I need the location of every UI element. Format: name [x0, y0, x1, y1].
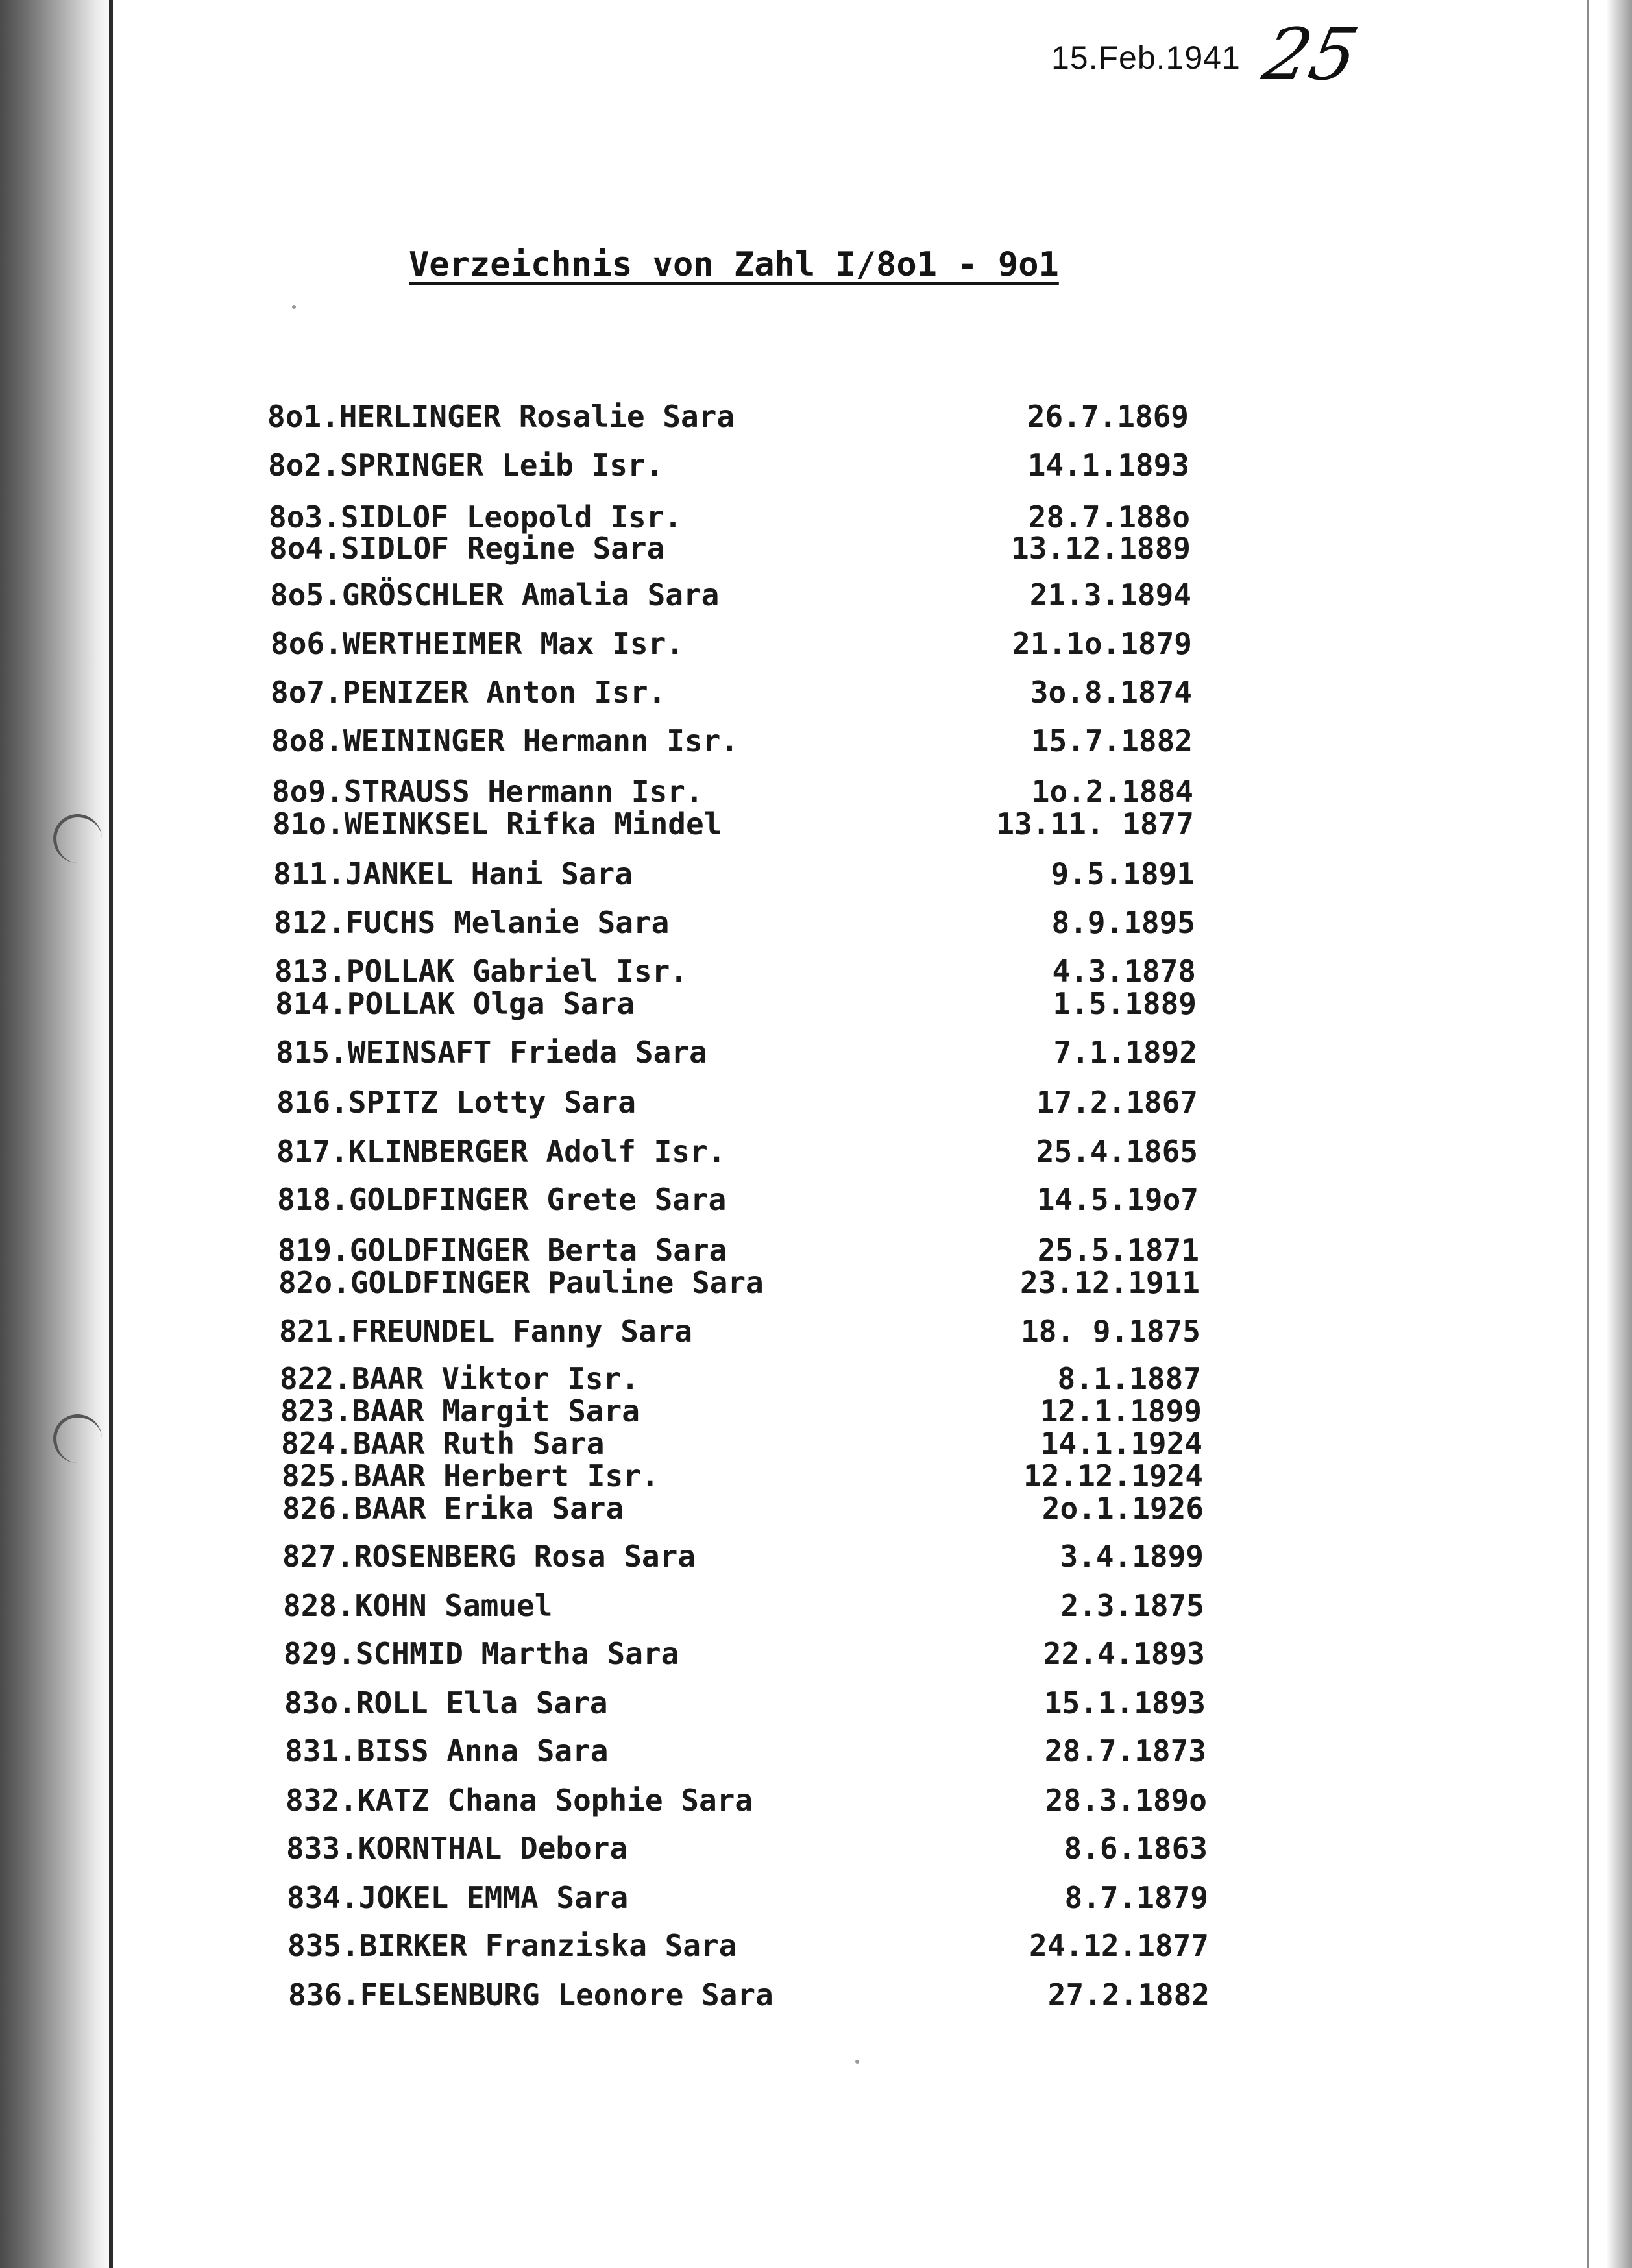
list-item — [277, 1182, 1199, 1221]
entry-name: 814.POLLAK Olga Sara — [275, 986, 635, 1021]
entry-birthdate: 21.1o.1879 — [1012, 626, 1192, 661]
entry-birthdate: 12.12.1924 — [1023, 1458, 1203, 1493]
entry-name: 821.FREUNDEL Fanny Sara — [279, 1314, 692, 1349]
entry-birthdate: 3.4.1899 — [1060, 1539, 1204, 1574]
list-item — [282, 1491, 1204, 1530]
list-item — [271, 723, 1193, 762]
entry-birthdate: 13.12.1889 — [1011, 531, 1191, 566]
entry-birthdate: 27.2.1882 — [1047, 1977, 1210, 2012]
entry-name: 83o.ROLL Ella Sara — [284, 1685, 608, 1720]
entry-name: 815.WEINSAFT Frieda Sara — [276, 1035, 707, 1070]
entry-name: 8o4.SIDLOF Regine Sara — [269, 531, 665, 566]
entry-birthdate: 8.1.1887 — [1057, 1361, 1201, 1396]
entry-name: 834.JOKEL EMMA Sara — [287, 1880, 629, 1915]
list-item — [276, 1085, 1198, 1124]
list-item — [275, 986, 1197, 1025]
entry-birthdate: 8.9.1895 — [1051, 905, 1195, 940]
entry-birthdate: 18. 9.1875 — [1021, 1314, 1200, 1349]
handwritten-page-number: 25 — [1256, 13, 1365, 96]
entry-birthdate: 21.3.1894 — [1029, 577, 1191, 612]
entry-name: 816.SPITZ Lotty Sara — [276, 1085, 636, 1120]
entry-birthdate: 8.6.1863 — [1064, 1831, 1208, 1866]
entry-name: 819.GOLDFINGER Berta Sara — [278, 1233, 727, 1268]
entry-name: 817.KLINBERGER Adolf Isr. — [276, 1134, 726, 1169]
entry-birthdate: 8.7.1879 — [1064, 1880, 1208, 1915]
entry-birthdate: 28.7.1873 — [1044, 1733, 1206, 1768]
entry-name: 8o7.PENIZER Anton Isr. — [271, 675, 666, 710]
entry-birthdate: 14.1.1893 — [1027, 448, 1189, 483]
entry-birthdate: 17.2.1867 — [1036, 1085, 1198, 1120]
entry-name: 829.SCHMID Martha Sara — [284, 1636, 679, 1671]
entry-name: 8o3.SIDLOF Leopold Isr. — [269, 500, 682, 535]
entry-name: 812.FUCHS Melanie Sara — [274, 905, 670, 940]
entry-name: 8o2.SPRINGER Leib Isr. — [268, 448, 664, 483]
entry-birthdate: 15.1.1893 — [1043, 1685, 1206, 1720]
entry-birthdate: 23.12.1911 — [1020, 1265, 1200, 1300]
entry-name: 81o.WEINKSEL Rifka Mindel — [273, 806, 722, 841]
entry-name: 828.KOHN Samuel — [283, 1588, 553, 1623]
entry-birthdate: 1.5.1889 — [1053, 986, 1197, 1021]
list-item — [271, 675, 1192, 714]
list-item — [278, 1265, 1200, 1304]
entry-birthdate: 28.7.188o — [1028, 500, 1190, 535]
entry-name: 824.BAAR Ruth Sara — [281, 1426, 605, 1461]
entry-name: 826.BAAR Erika Sara — [282, 1491, 624, 1526]
list-item — [276, 1035, 1197, 1074]
list-item — [283, 1588, 1204, 1627]
document-title: Verzeichnis von Zahl I/8o1 - 9o1 — [409, 245, 1059, 284]
entry-birthdate: 2o.1.1926 — [1041, 1491, 1204, 1526]
entry-birthdate: 25.5.1871 — [1037, 1233, 1199, 1268]
entry-name: 835.BIRKER Franziska Sara — [287, 1928, 737, 1963]
entry-name: 818.GOLDFINGER Grete Sara — [277, 1182, 727, 1217]
entry-name: 833.KORNTHAL Debora — [286, 1831, 628, 1866]
list-item — [270, 577, 1191, 616]
entry-birthdate: 1o.2.1884 — [1031, 774, 1193, 809]
entry-birthdate: 25.4.1865 — [1036, 1134, 1198, 1169]
entry-name: 822.BAAR Viktor Isr. — [280, 1361, 639, 1396]
list-item — [285, 1733, 1206, 1772]
list-item — [271, 626, 1192, 665]
entry-name: 8o5.GRÖSCHLER Amalia Sara — [270, 577, 720, 612]
list-item — [267, 399, 1189, 438]
entry-birthdate: 24.12.1877 — [1029, 1928, 1209, 1963]
entry-birthdate: 14.5.19o7 — [1036, 1182, 1199, 1217]
entry-name: 825.BAAR Herbert Isr. — [282, 1458, 659, 1493]
list-item — [269, 531, 1191, 570]
entry-birthdate: 14.1.1924 — [1040, 1426, 1202, 1461]
entry-birthdate: 15.7.1882 — [1030, 723, 1193, 758]
entry-name: 813.POLLAK Gabriel Isr. — [274, 954, 688, 989]
entry-birthdate: 28.3.189o — [1045, 1783, 1207, 1818]
entry-birthdate: 4.3.1878 — [1052, 954, 1196, 989]
entry-name: 836.FELSENBURG Leonore Sara — [288, 1977, 773, 2012]
list-item — [274, 905, 1195, 944]
entry-birthdate: 2.3.1875 — [1060, 1588, 1204, 1623]
entry-name: 832.KATZ Chana Sophie Sara — [286, 1783, 753, 1818]
entry-birthdate: 13.11. 1877 — [996, 806, 1194, 841]
list-item — [268, 448, 1189, 487]
list-item — [287, 1928, 1209, 1967]
entry-name: 8o8.WEININGER Hermann Isr. — [271, 723, 739, 758]
list-item — [273, 806, 1194, 845]
date-stamp: 15.Feb.1941 — [1051, 40, 1241, 76]
entry-name: 8o1.HERLINGER Rosalie Sara — [267, 399, 735, 434]
entry-birthdate: 26.7.1869 — [1027, 399, 1189, 434]
list-item — [284, 1685, 1206, 1724]
entry-birthdate: 7.1.1892 — [1053, 1035, 1197, 1070]
list-item — [276, 1134, 1198, 1173]
entry-name: 8o9.STRAUSS Hermann Isr. — [272, 774, 703, 809]
entry-name: 811.JANKEL Hani Sara — [273, 856, 633, 891]
entry-birthdate: 12.1.1899 — [1040, 1393, 1202, 1429]
entry-birthdate: 22.4.1893 — [1043, 1636, 1205, 1671]
list-item — [288, 1977, 1210, 2016]
list-item — [286, 1783, 1207, 1822]
entry-name: 8o6.WERTHEIMER Max Isr. — [271, 626, 684, 661]
list-item — [286, 1831, 1208, 1870]
entry-birthdate: 9.5.1891 — [1051, 856, 1195, 891]
list-item — [284, 1636, 1205, 1675]
entry-name: 823.BAAR Margit Sara — [280, 1393, 640, 1429]
entry-birthdate: 3o.8.1874 — [1030, 675, 1192, 710]
entry-name: 831.BISS Anna Sara — [285, 1733, 609, 1768]
list-item — [287, 1880, 1208, 1919]
list-item — [279, 1314, 1200, 1353]
list-item — [273, 856, 1195, 895]
list-item — [282, 1539, 1204, 1578]
entry-name: 82o.GOLDFINGER Pauline Sara — [278, 1265, 764, 1300]
entry-name: 827.ROSENBERG Rosa Sara — [282, 1539, 696, 1574]
